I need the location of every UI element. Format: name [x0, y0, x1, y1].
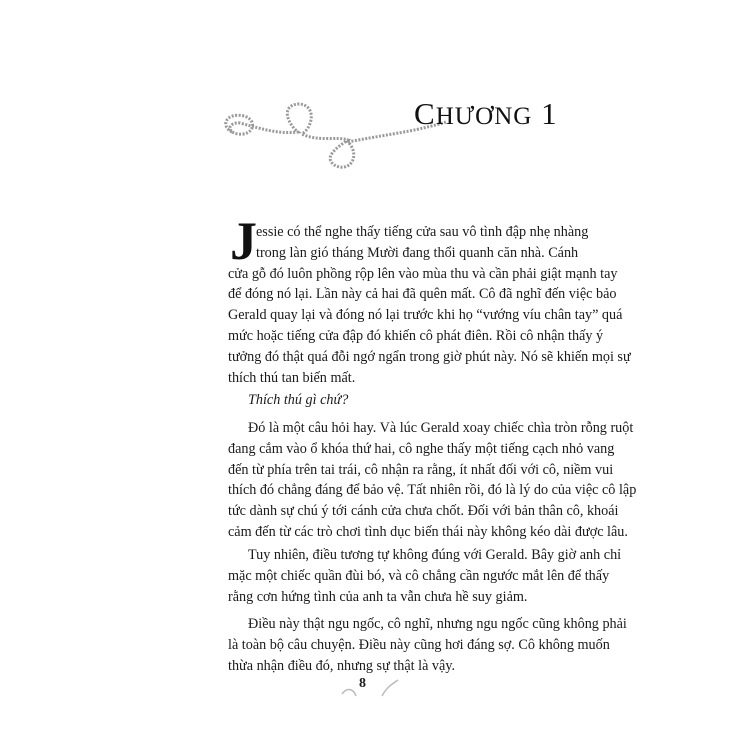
text-line: tức dành sự chú ý tới cánh cửa chưa chốt. Đối với bản thân cô, khoái	[228, 503, 619, 520]
text-line: đến từ phía trên tai trái, cô nhận ra rằng, ít nhất đối với cô, niềm vui	[228, 461, 614, 478]
text-line: cảm đến từ các trò chơi tình dục biến thái này không kéo dài được lâu.	[228, 523, 628, 540]
page-number: 8	[359, 676, 366, 691]
text-line: Thích thú gì chứ?	[248, 392, 349, 408]
paragraph-5	[228, 614, 627, 676]
page-number-ornament-icon	[334, 672, 404, 702]
text-line: mặc một chiếc quần đùi bó, và cô chẳng cần ngước mắt lên để thấy	[228, 567, 610, 584]
text-line: đang cắm vào ổ khóa thứ hai, cô nghe thấy một tiếng cạch nhỏ vang	[228, 440, 615, 457]
text-line: Tuy nhiên, điều tương tự không đúng với Gerald. Bây giờ anh chỉ	[248, 547, 622, 563]
paragraph-3	[228, 418, 637, 543]
chapter-title: CHƯƠNG 1	[414, 96, 558, 131]
text-line: Điều này thật ngu ngốc, cô nghĩ, nhưng ngu ngốc cũng không phải	[248, 616, 627, 632]
text-line: là toàn bộ câu chuyện. Điều này cũng hơi đáng sợ. Cô không muốn	[228, 636, 610, 653]
text-line: mức hoặc tiếng cửa đập đó khiến cô phát điên. Rồi cô nhận thấy ý	[228, 327, 604, 344]
text-line: rằng cơn hứng tình của anh ta vẫn chưa hề suy giảm.	[228, 588, 528, 605]
text-line: cửa gỗ đó luôn phồng rộp lên vào mùa thu và cần phải giật mạnh tay	[228, 265, 618, 282]
text-line: tưởng đó thật quá đỗi ngớ ngẩn trong giờ phút này. Nó sẽ khiến mọi sự	[228, 348, 631, 365]
text-line: trong làn gió tháng Mười đang thổi quanh căn nhà. Cánh	[256, 244, 579, 261]
text-line: thích đó chẳng đáng để bảo vệ. Tất nhiên rồi, đó là lý do của việc cô lập	[228, 482, 637, 499]
text-line: thừa nhận điều đó, nhưng sự thật là vậy.	[228, 657, 456, 674]
text-line: Đó là một câu hỏi hay. Và lúc Gerald xoay chiếc chìa tròn rỗng ruột	[248, 420, 634, 436]
text-line: để đóng nó lại. Lần này cả hai đã quên mất. Cô đã nghĩ đến việc bảo	[228, 286, 617, 303]
paragraph-2	[228, 390, 562, 411]
text-line: Gerald quay lại và đóng nó lại trước khi họ “vướng víu chân tay” quá	[228, 307, 623, 324]
drop-cap: J	[230, 211, 257, 271]
text-line: thích thú tan biến mất.	[228, 369, 356, 386]
paragraph-1	[228, 222, 631, 388]
text-line: essie có thể nghe thấy tiếng cửa sau vô tình đập nhẹ nhàng	[256, 224, 589, 240]
paragraph-4	[228, 545, 622, 607]
